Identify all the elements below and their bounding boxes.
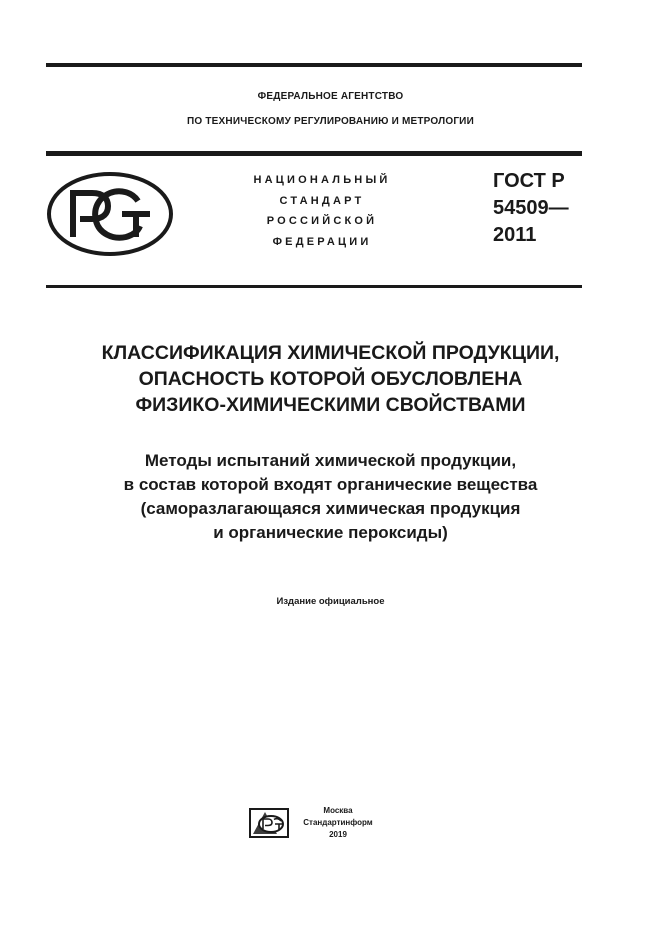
national-standard-line-1: НАЦИОНАЛЬНЫЙ <box>253 174 391 186</box>
rst-certification-mark-icon <box>46 171 174 257</box>
national-standard-label <box>234 170 410 252</box>
agency-name-line-1: ФЕДЕРАЛЬНОЕ АГЕНТСТВО <box>257 91 404 102</box>
subtitle-line-3: (саморазлагающаяся химическая продукция <box>140 499 521 518</box>
subtitle-line-1: Методы испытаний химической продукции, <box>144 451 517 470</box>
publisher-year: 2019 <box>329 830 347 839</box>
publisher-name: Стандартинформ <box>303 818 373 827</box>
title-line-1: КЛАССИФИКАЦИЯ ХИМИЧЕСКОЙ ПРОДУКЦИИ, <box>101 342 560 364</box>
title-line-2: ОПАСНОСТЬ КОТОРОЙ ОБУСЛОВЛЕНА <box>138 368 523 390</box>
header-bottom-rule <box>46 285 582 288</box>
header-rule <box>46 151 582 156</box>
edition-note: Издание официальное <box>276 596 385 607</box>
subtitle-line-2: в состав которой входят органические вещества <box>123 475 538 494</box>
agency-name-line-2: ПО ТЕХНИЧЕСКОМУ РЕГУЛИРОВАНИЮ И МЕТРОЛОГИИ <box>187 116 474 127</box>
top-rule <box>46 63 582 67</box>
publisher-block <box>296 805 380 841</box>
document-subtitle <box>0 449 661 545</box>
gost-line-3: 2011 <box>493 224 537 246</box>
national-standard-line-3: РОССИЙСКОЙ <box>266 215 378 227</box>
gost-designation <box>493 168 569 249</box>
gost-line-2: 54509— <box>493 197 569 219</box>
subtitle-line-4: и органические пероксиды) <box>213 523 448 542</box>
title-line-3: ФИЗИКО-ХИМИЧЕСКИМИ СВОЙСТВАМИ <box>135 394 526 416</box>
document-title <box>0 340 661 418</box>
gost-line-1: ГОСТ Р <box>493 170 565 192</box>
national-standard-line-4: ФЕДЕРАЦИИ <box>272 235 372 248</box>
standartinform-logo-icon <box>248 807 290 839</box>
national-standard-line-2: СТАНДАРТ <box>279 194 365 207</box>
publisher-city: Москва <box>323 806 353 815</box>
